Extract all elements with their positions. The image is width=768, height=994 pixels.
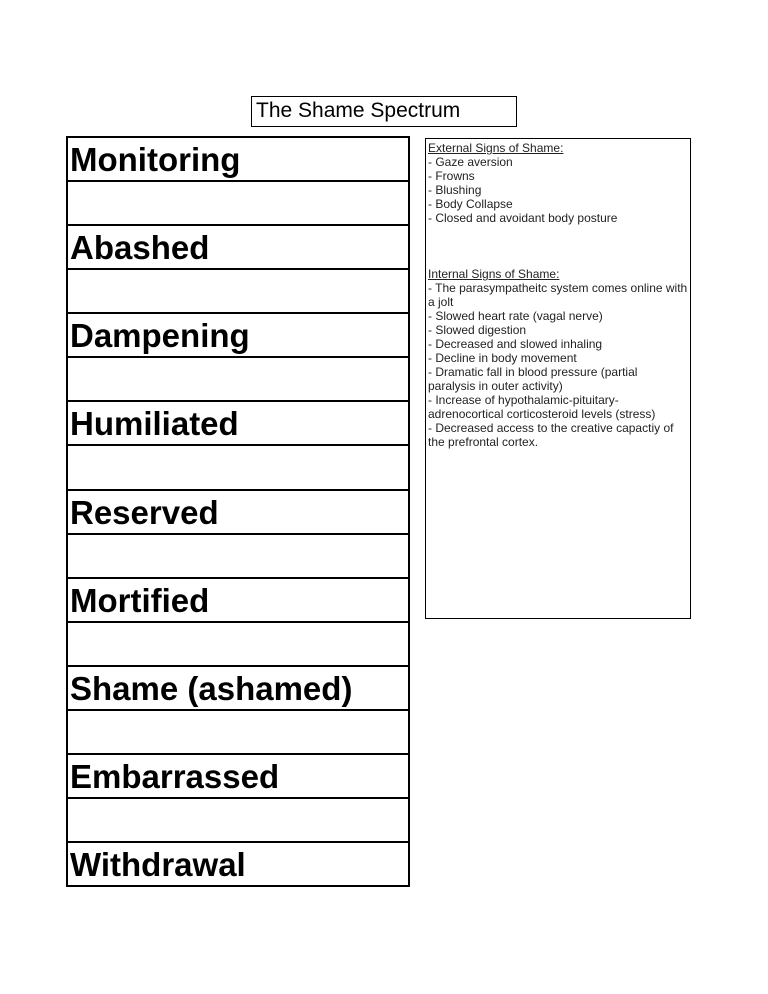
internal-sign-item: - Slowed heart rate (vagal nerve) (428, 309, 603, 323)
spectrum-row: Mortified (68, 579, 408, 623)
spectrum-row-blank (68, 270, 408, 314)
spectrum-row: Abashed (68, 226, 408, 270)
page-title: The Shame Spectrum (251, 96, 517, 127)
spectrum-row-blank (68, 358, 408, 402)
spectrum-row: Embarrassed (68, 755, 408, 799)
spectrum-row: Reserved (68, 491, 408, 535)
spectrum-row-blank (68, 799, 408, 843)
spectrum-row: Shame (ashamed) (68, 667, 408, 711)
external-signs-heading: External Signs of Shame: (428, 141, 564, 155)
spectrum-row-blank (68, 623, 408, 667)
internal-signs-heading: Internal Signs of Shame: (428, 267, 560, 281)
internal-sign-item: - The parasympatheitc system comes online with a jolt (428, 281, 688, 309)
external-sign-item: - Closed and avoidant body posture (428, 211, 618, 225)
internal-signs-section (428, 267, 688, 449)
spectrum-row: Monitoring (68, 138, 408, 182)
internal-sign-item: - Slowed digestion (428, 323, 527, 337)
shame-spectrum-table (66, 136, 410, 887)
spectrum-row-blank (68, 535, 408, 579)
spectrum-row-blank (68, 182, 408, 226)
external-signs-section (428, 141, 688, 225)
spectrum-row-blank (68, 711, 408, 755)
internal-sign-item: - Dramatic fall in blood pressure (partial paralysis in outer activity) (428, 365, 638, 393)
spectrum-row: Humiliated (68, 402, 408, 446)
spectrum-row: Dampening (68, 314, 408, 358)
external-sign-item: - Gaze aversion (428, 155, 513, 169)
internal-sign-item: - Decreased access to the creative capactiy of the prefrontal cortex. (428, 421, 674, 449)
internal-sign-item: - Increase of hypothalamic-pituitary-adrenocortical corticosteroid levels (stress) (428, 393, 656, 421)
signs-of-shame-box (425, 138, 691, 619)
external-sign-item: - Frowns (428, 169, 475, 183)
spectrum-row: Withdrawal (70, 846, 246, 883)
external-sign-item: - Blushing (428, 183, 482, 197)
spectrum-row-blank (68, 446, 408, 490)
internal-sign-item: - Decreased and slowed inhaling (428, 337, 603, 351)
internal-sign-item: - Decline in body movement (428, 351, 577, 365)
external-sign-item: - Body Collapse (428, 197, 513, 211)
